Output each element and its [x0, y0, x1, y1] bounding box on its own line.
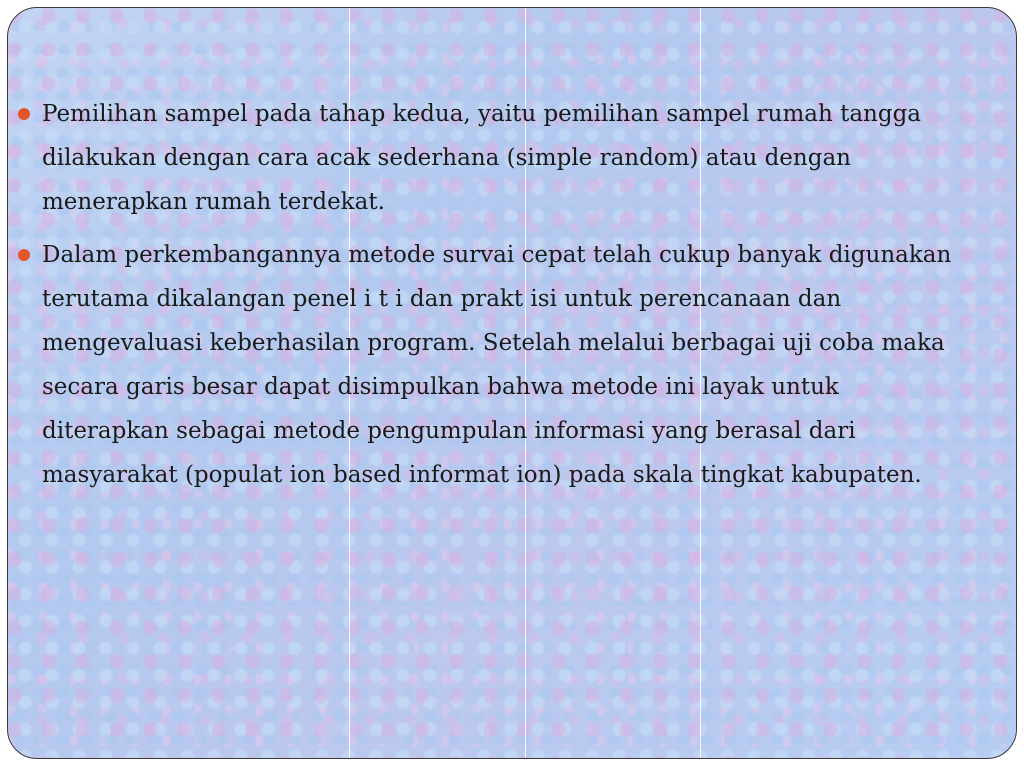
bullet-item [8, 92, 968, 224]
bullet-dot-icon [18, 249, 30, 261]
bullet-item [8, 233, 968, 497]
bullet-text: Dalam perkembangannya metode survai cepat telah cukup banyak digunakan terutama dikalangan penel i t i dan prakt isi untuk perencanaan dan mengevaluasi keberhasilan program. Setelah melalui berbagai uji coba maka secara garis besar dapat disimpulkan bahwa metode ini layak untuk diterapkan sebagai metode pengumpulan informasi yang berasal dari masyarakat (populat ion based informat ion) pada skala tingkat kabupaten. [42, 242, 952, 488]
bullet-text: Pemilihan sampel pada tahap kedua, yaitu pemilihan sampel rumah tangga dilakukan dengan cara acak sederhana (simple random) atau dengan menerapkan rumah terdekat. [42, 101, 922, 215]
slide-frame [7, 7, 1017, 759]
bullet-list [8, 92, 968, 506]
bullet-dot-icon [18, 108, 30, 120]
